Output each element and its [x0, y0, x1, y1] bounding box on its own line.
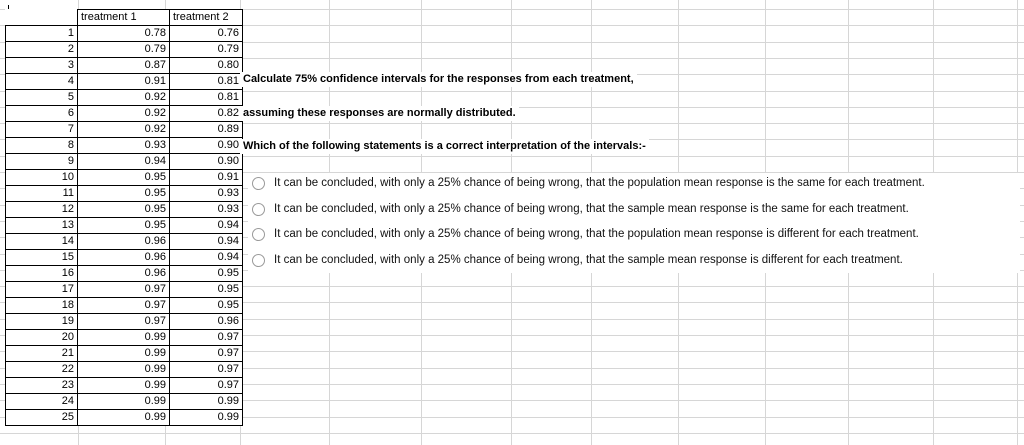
treatment-2-value[interactable]: 0.96	[170, 314, 243, 330]
answer-options	[248, 173, 1020, 273]
table-row	[6, 266, 243, 282]
table-row	[6, 298, 243, 314]
treatment-1-value[interactable]: 0.79	[78, 42, 170, 58]
row-number[interactable]: 13	[6, 218, 78, 234]
treatment-2-value[interactable]: 0.97	[170, 362, 243, 378]
answer-option-label: It can be concluded, with only a 25% chance of being wrong, that the population mean response is different for each treatment.	[274, 228, 919, 240]
row-number[interactable]: 2	[6, 42, 78, 58]
treatment-1-value[interactable]: 0.95	[78, 170, 170, 186]
treatment-1-value[interactable]: 0.97	[78, 282, 170, 298]
row-number[interactable]: 18	[6, 298, 78, 314]
table-row	[6, 74, 243, 90]
answer-option-1[interactable]	[248, 173, 1020, 193]
table-row	[6, 106, 243, 122]
table-row	[6, 250, 243, 266]
treatment-1-value[interactable]: 0.99	[78, 394, 170, 410]
row-number[interactable]: 21	[6, 346, 78, 362]
treatment-2-value[interactable]: 0.81	[170, 74, 243, 90]
header-row	[6, 10, 243, 26]
treatment-2-value[interactable]: 0.97	[170, 346, 243, 362]
treatment-1-value[interactable]: 0.92	[78, 122, 170, 138]
treatment-1-value[interactable]: 0.92	[78, 90, 170, 106]
treatment-2-value[interactable]: 0.95	[170, 298, 243, 314]
answer-option-2[interactable]	[248, 199, 1020, 219]
question-line-1: Calculate 75% confidence intervals for the responses from each treatment,	[240, 72, 637, 87]
radio-button-2[interactable]	[252, 203, 265, 216]
row-number[interactable]: 9	[6, 154, 78, 170]
gridline-row	[0, 433, 1024, 434]
treatment-2-value[interactable]: 0.91	[170, 170, 243, 186]
treatment-2-value[interactable]: 0.94	[170, 218, 243, 234]
row-number[interactable]: 22	[6, 362, 78, 378]
row-number[interactable]: 11	[6, 186, 78, 202]
treatment-2-value[interactable]: 0.94	[170, 250, 243, 266]
table-row	[6, 362, 243, 378]
row-number[interactable]: 12	[6, 202, 78, 218]
table-row	[6, 26, 243, 42]
treatment-1-value[interactable]: 0.95	[78, 218, 170, 234]
radio-button-4[interactable]	[252, 254, 265, 267]
treatment-1-value[interactable]: 0.94	[78, 154, 170, 170]
answer-option-label: It can be concluded, with only a 25% chance of being wrong, that the population mean response is the same for each treatment.	[274, 177, 925, 189]
table-row	[6, 42, 243, 58]
treatment-1-value[interactable]: 0.95	[78, 202, 170, 218]
treatment-1-value[interactable]: 0.99	[78, 330, 170, 346]
table-row	[6, 170, 243, 186]
treatment-2-value[interactable]: 0.95	[170, 282, 243, 298]
table-row	[6, 234, 243, 250]
treatment-1-value[interactable]: 0.97	[78, 314, 170, 330]
treatment-1-value[interactable]: 0.96	[78, 234, 170, 250]
table-row	[6, 58, 243, 74]
table-row	[6, 154, 243, 170]
treatment-1-value[interactable]: 0.99	[78, 362, 170, 378]
treatment-1-value[interactable]: 0.95	[78, 186, 170, 202]
row-number[interactable]: 15	[6, 250, 78, 266]
treatment-2-value[interactable]: 0.95	[170, 266, 243, 282]
treatment-2-value[interactable]: 0.89	[170, 122, 243, 138]
row-number[interactable]: 19	[6, 314, 78, 330]
treatment-2-value[interactable]: 0.90	[170, 138, 243, 154]
row-number[interactable]: 25	[6, 410, 78, 426]
table-row	[6, 122, 243, 138]
row-number[interactable]: 3	[6, 58, 78, 74]
treatment-2-value[interactable]: 0.97	[170, 330, 243, 346]
table-row	[6, 186, 243, 202]
treatment-2-value[interactable]: 0.93	[170, 202, 243, 218]
treatment-2-value[interactable]: 0.76	[170, 26, 243, 42]
answer-option-3[interactable]	[248, 224, 1020, 244]
table-row	[6, 282, 243, 298]
radio-button-3[interactable]	[252, 228, 265, 241]
treatment-1-value[interactable]: 0.87	[78, 58, 170, 74]
question-line-3: Which of the following statements is a correct interpretation of the intervals:-	[240, 139, 649, 154]
table-row	[6, 346, 243, 362]
row-number[interactable]: 7	[6, 122, 78, 138]
treatment-2-value[interactable]: 0.93	[170, 186, 243, 202]
treatment-2-value[interactable]: 0.79	[170, 42, 243, 58]
table-row	[6, 330, 243, 346]
radio-button-1[interactable]	[252, 177, 265, 190]
treatment-2-value[interactable]: 0.82	[170, 106, 243, 122]
treatment-1-value[interactable]: 0.99	[78, 346, 170, 362]
row-number[interactable]: 17	[6, 282, 78, 298]
row-number[interactable]: 10	[6, 170, 78, 186]
treatment-2-value[interactable]: 0.94	[170, 234, 243, 250]
header-treatment-2[interactable]: treatment 2	[170, 10, 243, 26]
table-row	[6, 90, 243, 106]
table-row	[6, 378, 243, 394]
table-row	[6, 218, 243, 234]
question-line-2: assuming these responses are normally distributed.	[240, 106, 519, 121]
row-number[interactable]: 16	[6, 266, 78, 282]
table-row	[6, 394, 243, 410]
treatment-1-value[interactable]: 0.92	[78, 106, 170, 122]
row-number[interactable]: 8	[6, 138, 78, 154]
header-treatment-1[interactable]: treatment 1	[78, 10, 170, 26]
treatment-1-value[interactable]: 0.99	[78, 410, 170, 426]
treatment-1-value[interactable]: 0.78	[78, 26, 170, 42]
row-number[interactable]: 20	[6, 330, 78, 346]
treatment-1-value[interactable]: 0.99	[78, 378, 170, 394]
answer-option-label: It can be concluded, with only a 25% chance of being wrong, that the sample mean response is different for each treatment.	[274, 254, 903, 266]
treatment-2-value[interactable]: 0.90	[170, 154, 243, 170]
answer-option-label: It can be concluded, with only a 25% chance of being wrong, that the sample mean response is the same for each treatment.	[274, 203, 909, 215]
table-row	[6, 202, 243, 218]
corner-cell[interactable]	[6, 10, 78, 26]
treatment-1-value[interactable]: 0.96	[78, 250, 170, 266]
answer-option-4[interactable]	[248, 250, 1020, 270]
table-row	[6, 410, 243, 426]
row-number[interactable]: 4	[6, 74, 78, 90]
treatment-1-value[interactable]: 0.93	[78, 138, 170, 154]
data-table	[5, 9, 243, 426]
treatment-2-value[interactable]: 0.97	[170, 378, 243, 394]
row-number[interactable]: 14	[6, 234, 78, 250]
table-row	[6, 138, 243, 154]
treatment-1-value[interactable]: 0.91	[78, 74, 170, 90]
row-number[interactable]: 1	[6, 26, 78, 42]
row-number[interactable]: 24	[6, 394, 78, 410]
treatment-2-value[interactable]: 0.80	[170, 58, 243, 74]
treatment-2-value[interactable]: 0.99	[170, 410, 243, 426]
treatment-2-value[interactable]: 0.81	[170, 90, 243, 106]
treatment-1-value[interactable]: 0.96	[78, 266, 170, 282]
treatment-2-value[interactable]: 0.99	[170, 394, 243, 410]
row-number[interactable]: 6	[6, 106, 78, 122]
row-number[interactable]: 23	[6, 378, 78, 394]
table-row	[6, 314, 243, 330]
row-number[interactable]: 5	[6, 90, 78, 106]
treatment-1-value[interactable]: 0.97	[78, 298, 170, 314]
